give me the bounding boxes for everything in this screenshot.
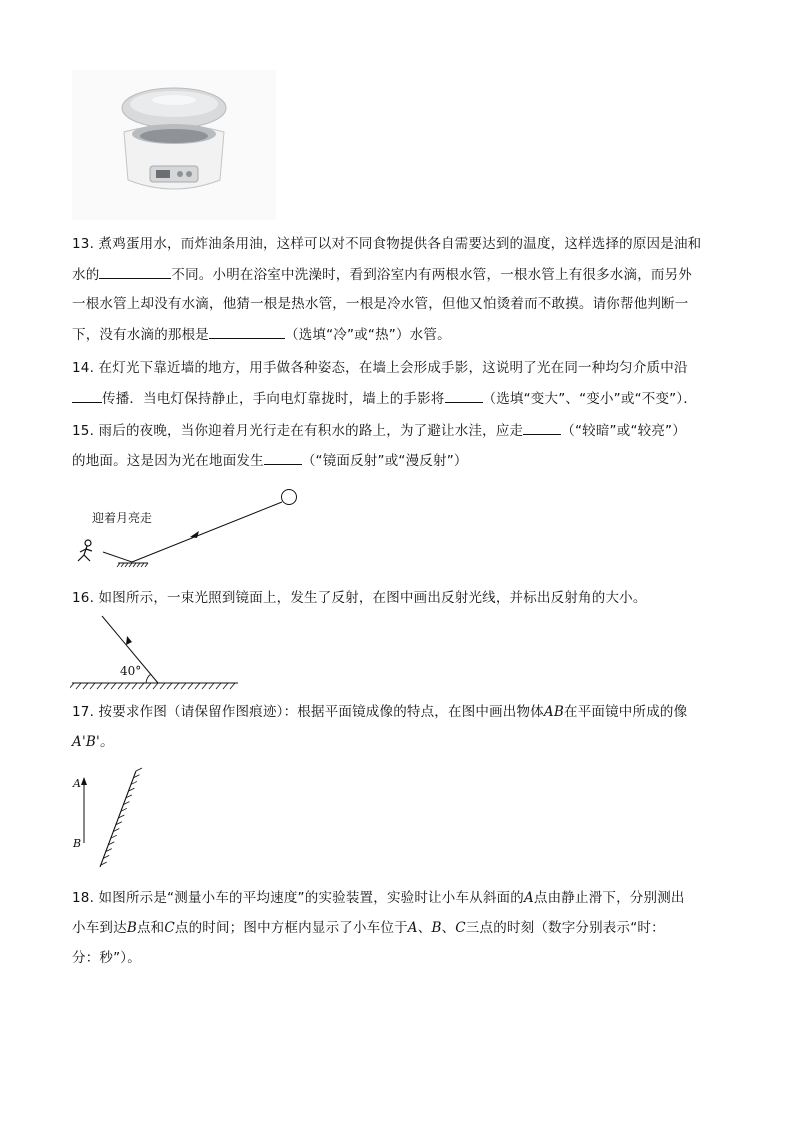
q17-text: 在平面镜中所成的像 xyxy=(564,704,688,720)
q17-text: 17. 按要求作图（请保留作图痕迹）：根据平面镜成像的特点，在图中画出物体 xyxy=(72,704,544,720)
q18-point-c: C xyxy=(455,920,466,936)
q18-line-3: 分：秒”）。 xyxy=(72,950,141,966)
q13-line-3: 一根水管上却没有水滴，他猜一根是热水管，一根是冷水管，但他又怕烫着而不敢摸。请你帮他判断一 xyxy=(72,296,689,312)
q17-label-b: B xyxy=(73,837,82,850)
q18-point-b: B xyxy=(431,920,442,936)
q15-blank-1[interactable] xyxy=(523,420,561,435)
q14-line-2 xyxy=(72,388,697,409)
q18-text: 小车到达 xyxy=(72,920,127,936)
q16-angle-label: 40° xyxy=(120,664,142,678)
q15-line-1 xyxy=(72,420,686,441)
q17-ab: AB xyxy=(543,704,564,720)
q18-point-a: A xyxy=(407,920,418,936)
q13-text: 水的 xyxy=(72,267,100,283)
q14-text: 传播．当电灯保持静止，手向电灯靠拢时，墙上的手影将 xyxy=(102,391,445,407)
q13-text: （选填“冷”或“热”）水管。 xyxy=(285,327,451,343)
q15-text: （“镜面反射”或“漫反射”） xyxy=(301,453,468,469)
q13-blank-2[interactable] xyxy=(209,324,285,339)
q18-point-a: A xyxy=(523,890,534,906)
q15-text: 的地面。这是因为光在地面发生 xyxy=(72,453,264,469)
q18-text: 点的时间；图中方框内显示了小车位于 xyxy=(174,920,408,936)
q18-text: 点和 xyxy=(136,920,165,936)
q13-text: 下，没有水滴的那根是 xyxy=(72,327,209,343)
q16-text: 16. 如图所示，一束光照到镜面上，发生了反射，在图中画出反射光线，并标出反射角的大小。 xyxy=(72,590,647,606)
q13-line-4 xyxy=(72,324,451,345)
q15-blank-2[interactable] xyxy=(264,450,302,465)
q18-line-1 xyxy=(72,888,685,908)
q14-text: （选填“变大”、“变小”或“不变”）． xyxy=(482,391,698,407)
ultrasonic-cleaner-image xyxy=(72,70,276,220)
q18-point-b: B xyxy=(126,920,137,936)
q14-line-1: 14. 在灯光下靠近墙的地方，用手做各种姿态，在墙上会形成手影，这说明了光在同一种均匀介质中沿 xyxy=(72,360,688,376)
q13-blank-1[interactable] xyxy=(99,264,171,279)
q17-line-1 xyxy=(72,702,687,722)
q17-figure xyxy=(70,765,150,875)
q17-label-a: A xyxy=(73,777,81,790)
q14-blank-1[interactable] xyxy=(72,388,102,403)
q18-text: 18. 如图所示是“测量小车的平均速度”的实验装置，实验时让小车从斜面的 xyxy=(72,890,524,906)
q13-line-1: 13. 煮鸡蛋用水，而炸油条用油，这样可以对不同食物提供各自需要达到的温度，这样选择的原因是油和 xyxy=(72,236,702,252)
q15-figure xyxy=(70,485,310,570)
q16-figure xyxy=(70,612,245,692)
q15-figure-label: 迎着月亮走 xyxy=(92,511,153,525)
q18-point-c: C xyxy=(164,920,175,936)
walking-person-icon xyxy=(78,540,92,561)
q18-separator: 、 xyxy=(417,920,432,936)
q18-text: 三点的时刻（数字分别表示“时： xyxy=(465,920,665,936)
moon-icon xyxy=(282,490,297,505)
q15-line-2 xyxy=(72,450,468,471)
q15-text: （“较暗”或“较亮”） xyxy=(561,423,686,439)
q15-text: 15. 雨后的夜晚，当你迎着月光行走在有积水的路上，为了避让水洼，应走 xyxy=(72,423,524,439)
q13-text: 不同。小明在浴室中洗澡时，看到浴室内有两根水管，一根水管上有很多水滴，而另外 xyxy=(171,267,693,283)
q18-line-2 xyxy=(72,918,665,938)
q14-blank-2[interactable] xyxy=(445,388,483,403)
q13-line-2 xyxy=(72,264,692,285)
q18-text: 点由静止滑下，分别测出 xyxy=(533,890,685,906)
q17-line-2: A'B'。 xyxy=(72,734,114,750)
q18-separator: 、 xyxy=(441,920,456,936)
